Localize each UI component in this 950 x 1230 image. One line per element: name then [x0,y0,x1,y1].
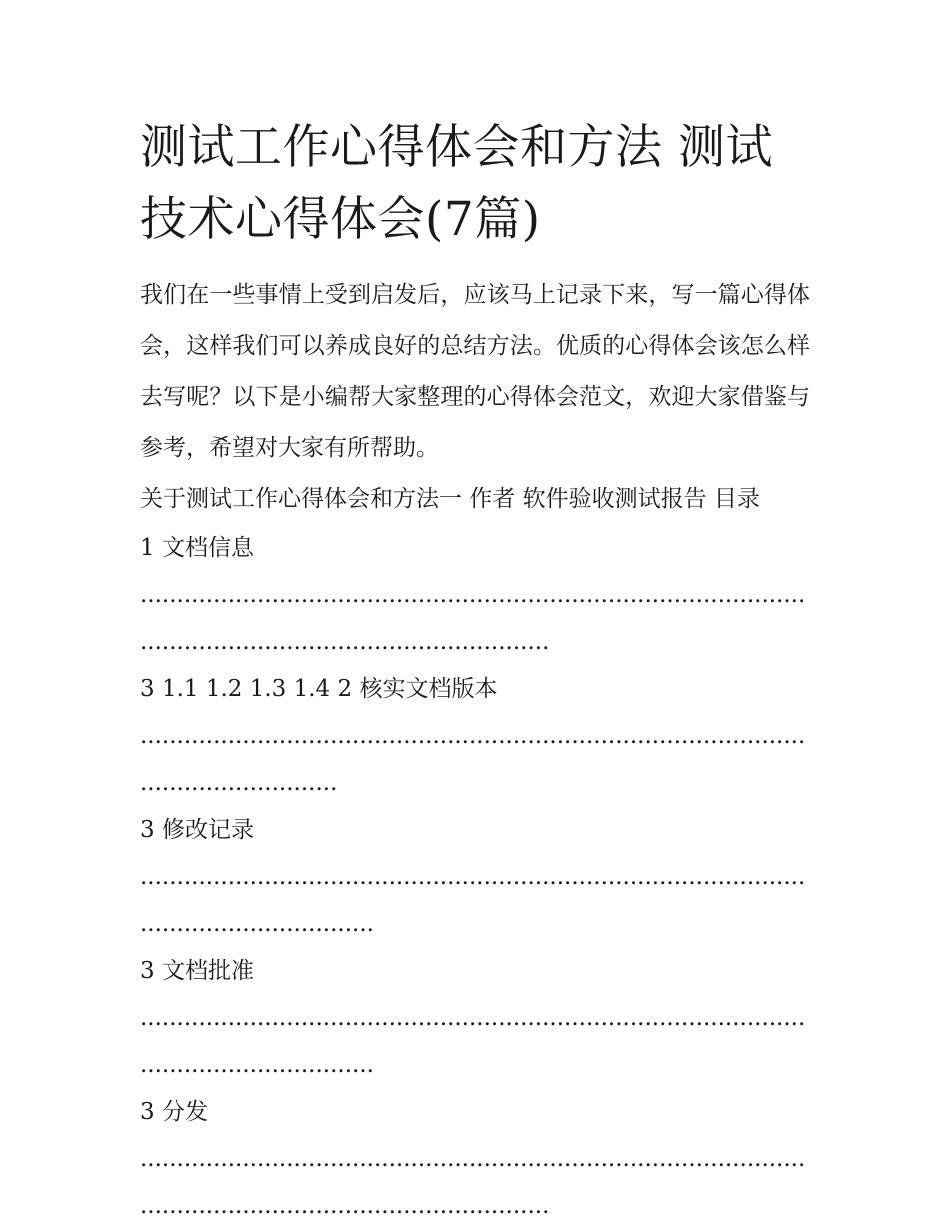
table-of-contents [140,525,810,1230]
toc-entry-label: 3 文档批准 [140,958,254,984]
toc-entry-label: 1 文档信息 [140,535,254,561]
section-lead-line: 关于测试工作心得体会和方法一 作者 软件验收测试报告 目录 [140,486,760,512]
toc-dot-leader: ...................................................................................................................... [140,723,806,796]
toc-dot-leader: ................................................................................................................................................... [140,1146,806,1219]
toc-entry-label: 3 修改记录 [140,817,254,843]
toc-dot-leader: ........................................................................................................................... [140,864,806,937]
toc-item [140,525,810,666]
intro-paragraph: 我们在一些事情上受到启发后，应该马上记录下来，写一篇心得体会，这样我们可以养成良好的总结方法。优质的心得体会该怎么样去写呢？以下是小编帮大家整理的心得体会范文，欢迎大家借鉴与参考，希望对大家有所帮助。 [140,282,810,461]
toc-item [140,948,810,1089]
document-page [140,112,810,1230]
toc-entry-label: 3 分发 [140,1099,208,1125]
document-title: 测试工作心得体会和方法 测试技术心得体会(7篇) [140,120,773,247]
toc-item [140,807,810,948]
toc-item [140,1089,810,1230]
toc-item [140,666,810,807]
toc-dot-leader: ................................................................................................................................................... [140,582,806,655]
toc-entry-label: 3 1.1 1.2 1.3 1.4 2 核实文档版本 [140,676,498,702]
toc-dot-leader: ........................................................................................................................... [140,1005,806,1078]
